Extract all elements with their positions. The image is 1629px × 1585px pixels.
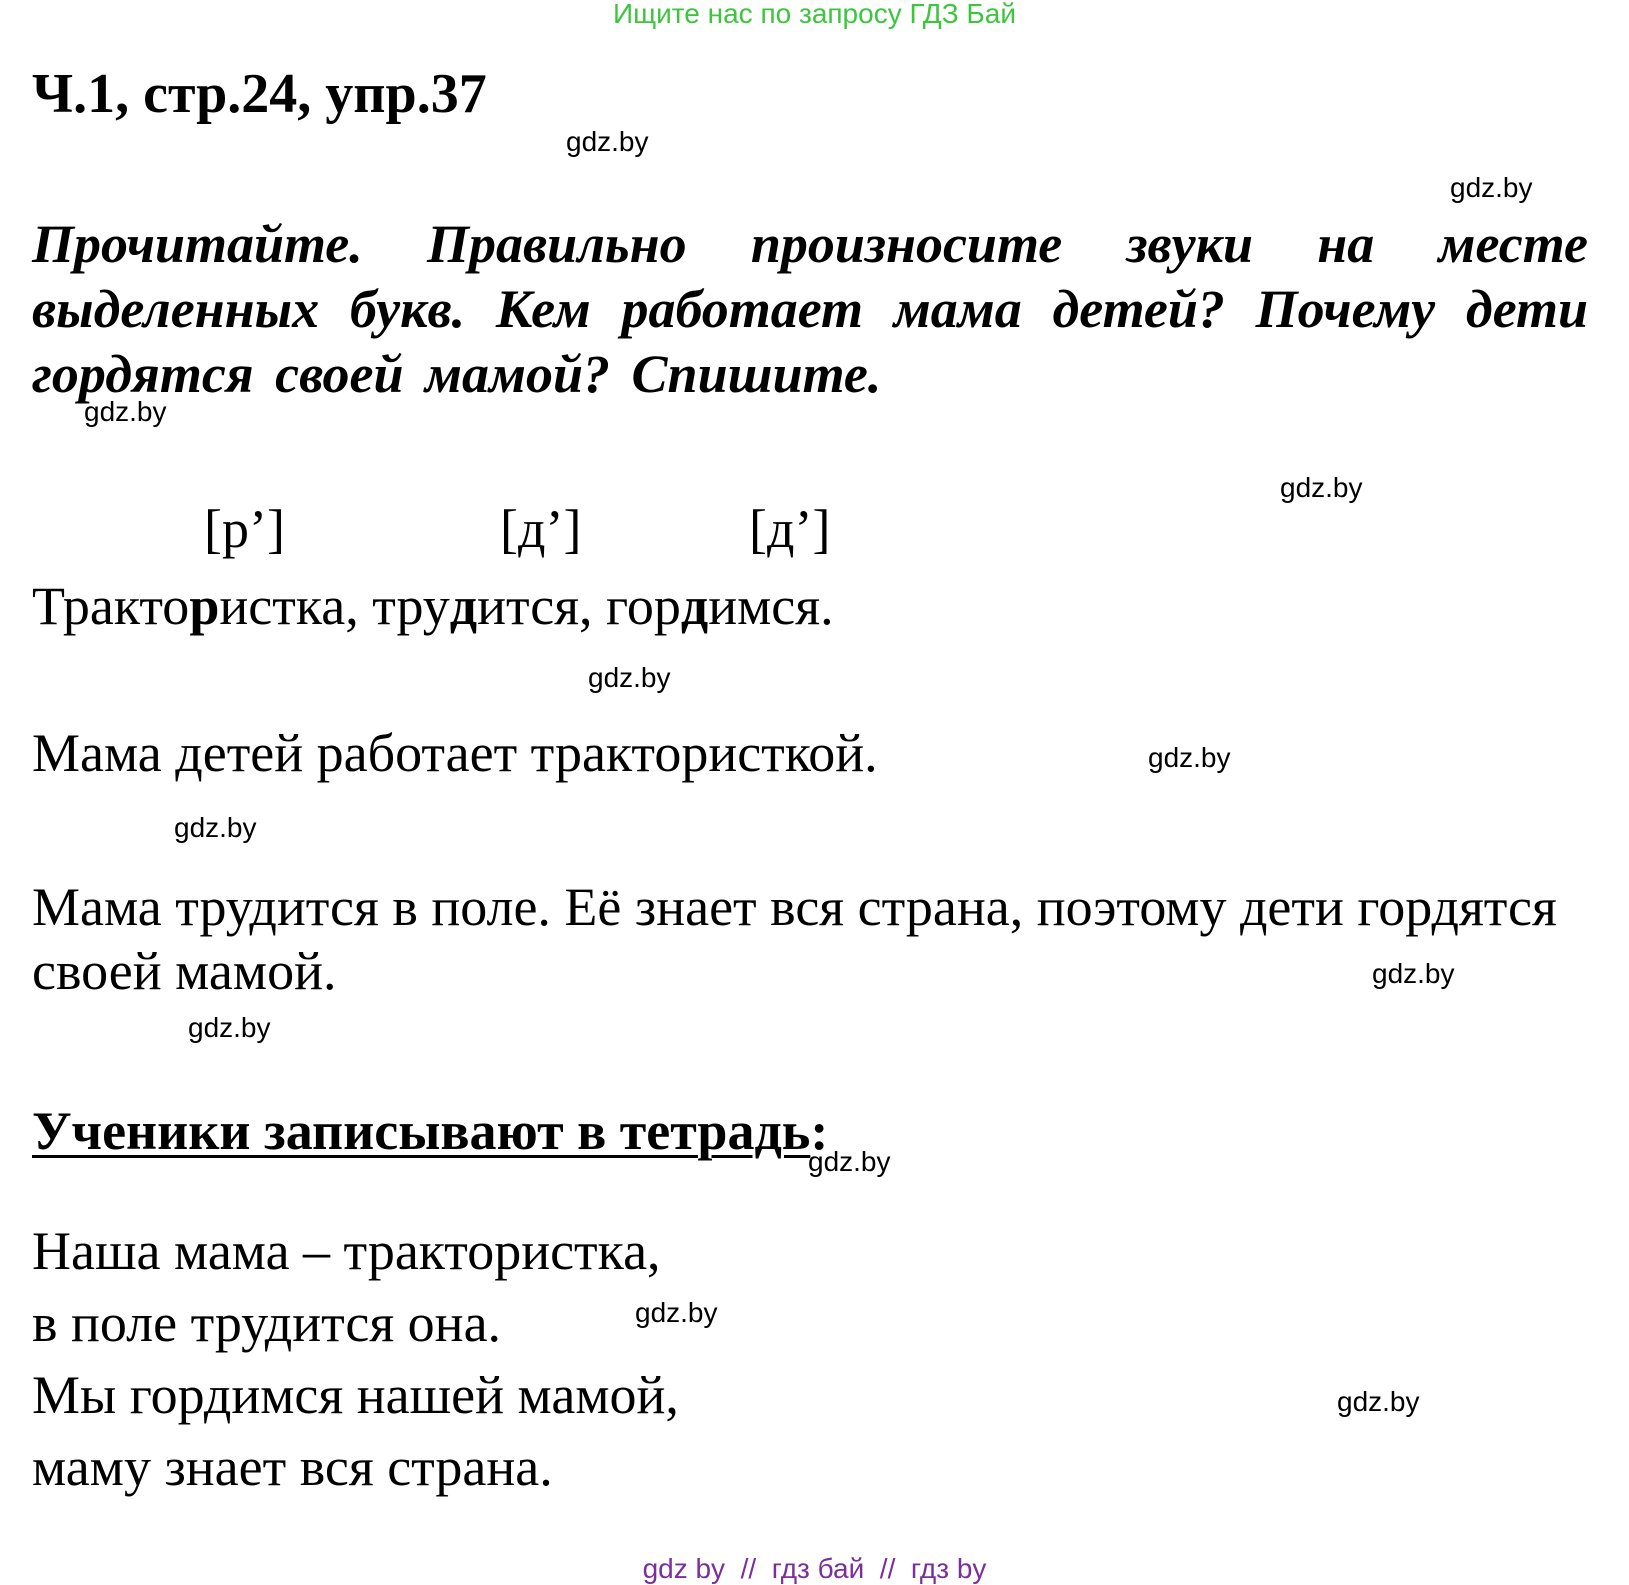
highlighted-letter: д <box>680 576 709 636</box>
footer-links: gdz by // гдз бай // гдз by <box>642 1553 987 1584</box>
top-banner: Ищите нас по запросу ГДЗ Бай <box>612 0 1017 29</box>
poem-line: в поле трудится она. <box>32 1293 502 1353</box>
poem-line: Наша мама – трактористка, <box>32 1221 661 1281</box>
phonetic-mark: [д’] <box>749 499 831 559</box>
watermark: gdz.by <box>1337 1386 1420 1417</box>
answer-line: Мама детей работает трактористкой. <box>32 723 878 783</box>
exercise-title: Ч.1, стр.24, упр.37 <box>32 63 487 125</box>
highlighted-letter: р <box>189 576 220 636</box>
task-text: Прочитайте. Правильно произносите звуки на месте выделенных букв. Кем работает мама детей? Почему дети гордятся своей мамой? Спишите. <box>32 214 1588 404</box>
phonetic-mark: [д’] <box>500 499 582 559</box>
notebook-heading <box>32 1100 828 1162</box>
word-part: истка, тру <box>219 576 450 636</box>
word-part: ится, гор <box>477 576 681 636</box>
watermark: gdz.by <box>808 1146 891 1177</box>
notebook-heading-text: Ученики записывают в тетрадь <box>32 1101 811 1161</box>
watermark: gdz.by <box>1280 472 1363 503</box>
word-part: имся. <box>708 576 834 636</box>
watermark: gdz.by <box>635 1297 718 1328</box>
watermark: gdz.by <box>1450 172 1533 203</box>
poem-line: маму знает вся страна. <box>32 1437 553 1497</box>
watermark: gdz.by <box>174 812 257 843</box>
words-line <box>32 575 834 637</box>
phonetic-mark: [р’] <box>204 499 285 559</box>
watermark: gdz.by <box>1148 742 1231 773</box>
watermark: gdz.by <box>588 662 671 693</box>
watermark: gdz.by <box>566 126 649 157</box>
answer-paragraph: Мама трудится в поле. Её знает вся страна, поэтому дети гордятся своей мамой. <box>32 877 1557 1001</box>
watermark: gdz.by <box>1372 958 1455 989</box>
watermark: gdz.by <box>188 1012 271 1043</box>
word-part: Тракто <box>32 576 190 636</box>
highlighted-letter: д <box>449 576 478 636</box>
heading-colon: : <box>810 1101 829 1161</box>
poem-line: Мы гордимся нашей мамой, <box>32 1365 679 1425</box>
watermark: gdz.by <box>84 396 167 427</box>
